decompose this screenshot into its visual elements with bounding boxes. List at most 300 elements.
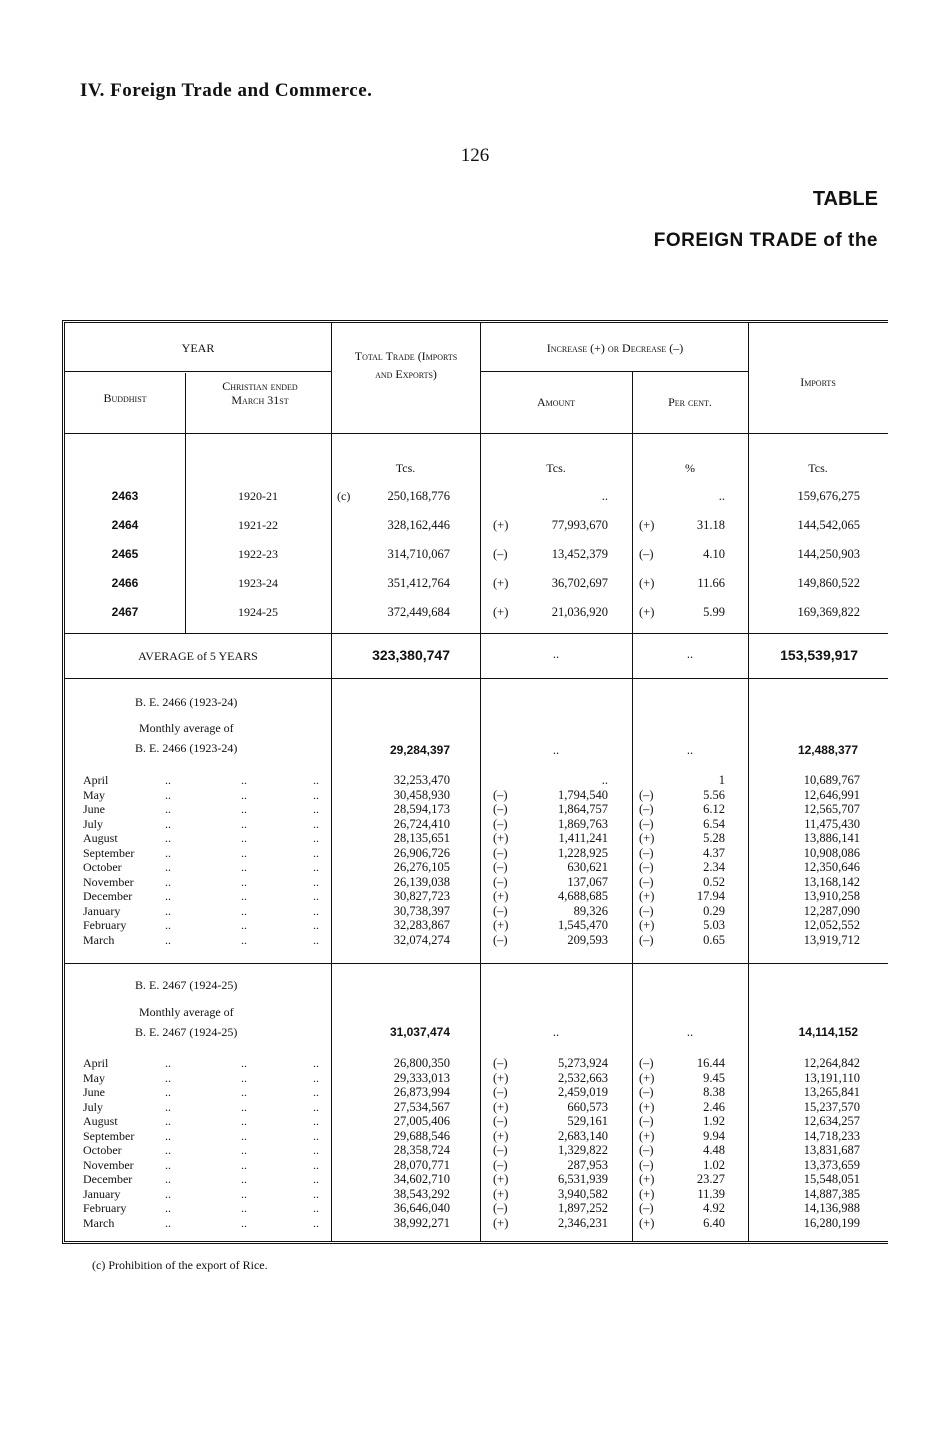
imports-value: 11,475,430 <box>804 816 860 831</box>
block1-avg-pct: .. <box>686 743 694 757</box>
pct-value: 11.66 <box>697 576 725 590</box>
leader-dots: .. <box>241 816 247 831</box>
footnote: (c) Prohibition of the export of Rice. <box>92 1258 268 1272</box>
leader-dots: .. <box>313 802 319 816</box>
amount-value: 1,897,252 <box>558 1201 608 1215</box>
leader-dots: .. <box>165 1070 171 1085</box>
amount-value: 137,067 <box>567 874 608 889</box>
amount-sign: (+) <box>493 889 509 903</box>
imports-value: 15,237,570 <box>803 1099 860 1114</box>
leader-dots: .. <box>165 787 171 802</box>
total-trade-value: 26,800,350 <box>393 1056 450 1070</box>
imports-value: 13,373,659 <box>803 1157 860 1172</box>
leader-dots: .. <box>313 1070 319 1085</box>
amount-value: 1,228,925 <box>558 845 608 860</box>
table-subtitle: FOREIGN TRADE of the <box>653 230 878 251</box>
leader-dots: .. <box>241 889 247 903</box>
pct-sign: (–) <box>639 845 654 860</box>
leader-dots: .. <box>165 1114 171 1128</box>
total-trade-value: 32,253,470 <box>393 773 450 787</box>
month-label: June <box>83 1085 105 1099</box>
amount-value: 5,273,924 <box>558 1056 608 1070</box>
leader-dots: .. <box>165 1172 171 1186</box>
imports-value: 144,250,903 <box>797 547 860 561</box>
pct-sign: (–) <box>639 802 654 816</box>
pct-sign: (–) <box>639 874 654 889</box>
section-title: IV. Foreign Trade and Commerce. <box>80 80 373 101</box>
block1-avg-imports: 12,488,377 <box>797 743 858 757</box>
amount-value: 2,532,663 <box>558 1070 608 1085</box>
amount-value: 2,683,140 <box>558 1128 608 1143</box>
block2-avg-imports: 14,114,152 <box>798 1025 858 1039</box>
imports-value: 14,887,385 <box>803 1186 860 1201</box>
pct-sign: (+) <box>639 1128 655 1143</box>
header-year: YEAR <box>181 341 215 355</box>
imports-value: 12,350,646 <box>803 860 860 874</box>
leader-dots: .. <box>313 787 319 802</box>
pct-value: 17.94 <box>696 889 725 903</box>
amount-sign: (+) <box>493 1128 509 1143</box>
header-imports: Imports <box>800 375 836 389</box>
amount-sign: (–) <box>493 816 508 831</box>
amount-value: 660,573 <box>567 1099 608 1114</box>
amount-value: 529,161 <box>567 1114 608 1128</box>
month-label: September <box>83 845 135 860</box>
pct-value: 8.38 <box>703 1085 725 1099</box>
imports-value: 13,910,258 <box>803 889 860 903</box>
total-trade-value: 28,358,724 <box>393 1143 450 1157</box>
amount-sign: (+) <box>493 1172 509 1186</box>
pct-value: 6.12 <box>703 802 725 816</box>
leader-dots: .. <box>241 1114 247 1128</box>
header-amount: Amount <box>537 395 575 409</box>
leader-dots: .. <box>241 1186 247 1201</box>
amount-value: 3,940,582 <box>558 1186 608 1201</box>
pct-value: 4.37 <box>703 845 725 860</box>
total-trade-value: 27,534,567 <box>393 1099 450 1114</box>
month-label: April <box>83 773 109 787</box>
leader-dots: .. <box>165 1186 171 1201</box>
leader-dots: .. <box>241 903 247 918</box>
unit-total: Tcs. <box>395 461 416 475</box>
pct-value: 11.39 <box>697 1186 725 1201</box>
pct-value: 4.48 <box>703 1143 725 1157</box>
imports-value: 14,718,233 <box>803 1128 860 1143</box>
leader-dots: .. <box>241 1070 247 1085</box>
unit-pct: % <box>685 461 695 475</box>
imports-value: 12,634,257 <box>803 1114 860 1128</box>
total-trade-value: 30,738,397 <box>393 903 450 918</box>
leader-dots: .. <box>241 932 247 947</box>
amount-sign: (+) <box>493 1099 509 1114</box>
total-trade-value: 29,688,546 <box>393 1128 450 1143</box>
month-label: January <box>83 1186 121 1201</box>
leader-dots: .. <box>241 1215 247 1230</box>
total-trade-value: 28,070,771 <box>393 1157 450 1172</box>
leader-dots: .. <box>165 1215 171 1230</box>
pct-value: 1.92 <box>703 1114 725 1128</box>
leader-dots: .. <box>241 845 247 860</box>
amount-sign: (+) <box>493 1215 509 1230</box>
total-trade-value: 26,139,038 <box>393 874 450 889</box>
trade-table <box>62 320 888 1244</box>
total-trade-value: 27,005,406 <box>393 1114 450 1128</box>
pct-sign: (–) <box>639 1201 654 1215</box>
total-trade-value: 38,543,292 <box>393 1186 450 1201</box>
imports-value: 13,919,712 <box>803 932 860 947</box>
block1-title: B. E. 2466 (1923-24) <box>135 695 238 709</box>
amount-value: 1,411,241 <box>558 831 608 845</box>
average-amount: .. <box>552 647 560 661</box>
month-label: May <box>83 787 105 802</box>
pct-sign: (–) <box>639 547 654 561</box>
leader-dots: .. <box>313 816 319 831</box>
month-label: March <box>83 932 115 947</box>
total-trade-value: 28,135,651 <box>393 831 450 845</box>
row-divider <box>65 678 888 679</box>
imports-value: 10,689,767 <box>803 773 860 787</box>
amount-sign: (–) <box>493 802 508 816</box>
pct-sign: (–) <box>639 1114 654 1128</box>
month-label: October <box>83 1143 122 1157</box>
pct-value: 5.99 <box>703 605 725 619</box>
leader-dots: .. <box>313 918 319 932</box>
leader-dots: .. <box>165 845 171 860</box>
amount-value: 4,688,685 <box>558 889 608 903</box>
buddhist-year: 2465 <box>111 547 139 561</box>
amount-sign: (–) <box>493 1056 508 1070</box>
leader-dots: .. <box>313 874 319 889</box>
imports-value: 12,565,707 <box>803 802 860 816</box>
leader-dots: .. <box>165 1099 171 1114</box>
amount-value: 6,531,939 <box>558 1172 608 1186</box>
leader-dots: .. <box>313 932 319 947</box>
amount-value: 1,864,757 <box>558 802 608 816</box>
pct-value: 2.34 <box>703 860 725 874</box>
table-label: TABLE <box>812 188 878 210</box>
pct-sign: (–) <box>639 860 654 874</box>
amount-value: 1,545,470 <box>558 918 608 932</box>
leader-dots: .. <box>313 773 319 787</box>
total-trade-value: 28,594,173 <box>393 802 450 816</box>
leader-dots: .. <box>241 1157 247 1172</box>
leader-dots: .. <box>241 802 247 816</box>
pct-value: 6.40 <box>703 1215 725 1230</box>
leader-dots: .. <box>165 860 171 874</box>
leader-dots: .. <box>241 773 247 787</box>
leader-dots: .. <box>313 845 319 860</box>
leader-dots: .. <box>165 816 171 831</box>
amount-value: 2,459,019 <box>558 1085 608 1099</box>
leader-dots: .. <box>165 874 171 889</box>
leader-dots: .. <box>313 1157 319 1172</box>
month-label: July <box>83 816 104 831</box>
month-label: February <box>83 1201 127 1215</box>
imports-value: 13,191,110 <box>804 1070 860 1085</box>
buddhist-year: 2464 <box>111 518 139 532</box>
pct-sign: (–) <box>639 1143 654 1157</box>
leader-dots: .. <box>165 802 171 816</box>
pct-value: 2.46 <box>703 1099 725 1114</box>
christian-year: 1924-25 <box>238 605 278 619</box>
pct-value: 6.54 <box>703 816 725 831</box>
leader-dots: .. <box>241 1099 247 1114</box>
leader-dots: .. <box>165 1201 171 1215</box>
pct-value: 4.10 <box>703 547 725 561</box>
month-label: September <box>83 1128 135 1143</box>
block2-avg-pct: .. <box>686 1025 694 1039</box>
leader-dots: .. <box>241 1143 247 1157</box>
amount-value: 21,036,920 <box>551 605 608 619</box>
pct-sign: (–) <box>639 1157 654 1172</box>
amount-value: 1,869,763 <box>558 816 608 831</box>
pct-sign: (+) <box>639 889 655 903</box>
amount-value: 89,326 <box>573 903 608 918</box>
month-label: November <box>83 1157 134 1172</box>
month-label: November <box>83 874 134 889</box>
amount-sign: (–) <box>493 874 508 889</box>
amount-sign: (–) <box>493 787 508 802</box>
pct-sign: (–) <box>639 816 654 831</box>
leader-dots: .. <box>241 831 247 845</box>
leader-dots: .. <box>165 1143 171 1157</box>
imports-value: 14,136,988 <box>803 1201 860 1215</box>
imports-value: 12,287,090 <box>803 903 860 918</box>
leader-dots: .. <box>313 860 319 874</box>
pct-sign: (–) <box>639 903 654 918</box>
pct-value: 4.92 <box>703 1201 725 1215</box>
leader-dots: .. <box>165 1085 171 1099</box>
leader-dots: .. <box>165 918 171 932</box>
total-trade-value: 32,074,274 <box>393 932 450 947</box>
amount-value: 287,953 <box>567 1157 608 1172</box>
amount-sign: (–) <box>493 845 508 860</box>
total-note: (c) <box>337 489 351 503</box>
imports-value: 10,908,086 <box>803 845 860 860</box>
month-label: March <box>83 1215 115 1230</box>
average-total: 323,380,747 <box>372 647 450 663</box>
pct-sign: (–) <box>639 1056 654 1070</box>
leader-dots: .. <box>165 1157 171 1172</box>
pct-sign: (+) <box>639 1099 655 1114</box>
amount-value: 209,593 <box>567 932 608 947</box>
block1-avg-label: B. E. 2466 (1923-24) <box>135 741 238 755</box>
amount-sign: (–) <box>493 547 508 561</box>
imports-value: 169,369,822 <box>797 605 860 619</box>
amount-sign: (–) <box>493 903 508 918</box>
buddhist-year: 2463 <box>111 489 139 503</box>
total-trade-value: 328,162,446 <box>387 518 450 532</box>
leader-dots: .. <box>241 918 247 932</box>
christian-year: 1920-21 <box>238 489 278 503</box>
leader-dots: .. <box>313 1215 319 1230</box>
month-label: August <box>83 831 118 845</box>
amount-sign: (–) <box>493 1157 508 1172</box>
amount-sign: (+) <box>493 1070 509 1085</box>
leader-dots: .. <box>313 1186 319 1201</box>
total-trade-value: 351,412,764 <box>387 576 450 590</box>
imports-value: 12,646,991 <box>803 787 860 802</box>
amount-sign: (–) <box>493 1114 508 1128</box>
total-trade-value: 26,873,994 <box>393 1085 450 1099</box>
block2-avg-label: B. E. 2467 (1924-25) <box>135 1025 238 1039</box>
buddhist-year: 2466 <box>111 576 139 590</box>
leader-dots: .. <box>313 1099 319 1114</box>
pct-sign: (+) <box>639 518 655 532</box>
leader-dots: .. <box>165 1056 171 1070</box>
total-trade-value: 38,992,271 <box>393 1215 450 1230</box>
average-imports: 153,539,917 <box>780 647 858 663</box>
leader-dots: .. <box>313 1172 319 1186</box>
leader-dots: .. <box>313 1128 319 1143</box>
pct-sign: (–) <box>639 932 654 947</box>
amount-sign: (+) <box>493 518 509 532</box>
row-divider <box>65 371 331 372</box>
christian-year: 1921-22 <box>238 518 278 532</box>
header-per-cent: Per cent. <box>668 395 712 409</box>
amount-value: .. <box>601 489 608 503</box>
amount-sign: (–) <box>493 1201 508 1215</box>
amount-sign: (–) <box>493 932 508 947</box>
month-label: December <box>83 1172 133 1186</box>
row-divider <box>65 633 888 634</box>
imports-value: 159,676,275 <box>797 489 860 503</box>
block2-title: B. E. 2467 (1924-25) <box>135 978 238 992</box>
amount-sign: (–) <box>493 860 508 874</box>
pct-value: 5.03 <box>703 918 725 932</box>
pct-value: 16.44 <box>696 1056 725 1070</box>
month-label: June <box>83 802 105 816</box>
total-trade-value: 30,458,930 <box>393 787 450 802</box>
amount-sign: (+) <box>493 831 509 845</box>
leader-dots: .. <box>313 903 319 918</box>
leader-dots: .. <box>165 889 171 903</box>
amount-sign: (+) <box>493 605 509 619</box>
christian-year: 1923-24 <box>238 576 278 590</box>
amount-sign: (+) <box>493 576 509 590</box>
amount-sign: (+) <box>493 1186 509 1201</box>
block1-avg-amount: .. <box>552 743 560 757</box>
amount-value: 77,993,670 <box>551 518 608 532</box>
unit-amount: Tcs. <box>546 461 566 475</box>
total-trade-value: 26,906,726 <box>393 845 450 860</box>
header-total-trade: Total Trade (Imports and Exports) <box>354 349 458 381</box>
page-number: 126 <box>460 145 490 166</box>
pct-value: 0.65 <box>703 932 725 947</box>
average-pct: .. <box>686 647 694 661</box>
leader-dots: .. <box>241 1056 247 1070</box>
imports-value: 13,265,841 <box>803 1085 860 1099</box>
total-trade-value: 32,283,867 <box>393 918 450 932</box>
row-divider <box>65 433 888 434</box>
row-divider <box>65 963 888 964</box>
leader-dots: .. <box>313 889 319 903</box>
month-label: January <box>83 903 121 918</box>
imports-value: 13,886,141 <box>803 831 860 845</box>
leader-dots: .. <box>241 1201 247 1215</box>
pct-sign: (+) <box>639 1215 655 1230</box>
leader-dots: .. <box>165 903 171 918</box>
pct-value: 0.29 <box>703 903 725 918</box>
total-trade-value: 29,333,013 <box>393 1070 450 1085</box>
leader-dots: .. <box>241 860 247 874</box>
row-divider <box>480 371 748 372</box>
total-trade-value: 36,646,040 <box>393 1201 450 1215</box>
pct-value: 9.94 <box>703 1128 725 1143</box>
pct-sign: (+) <box>639 918 655 932</box>
total-trade-value: 26,724,410 <box>393 816 450 831</box>
imports-value: 15,548,051 <box>803 1172 860 1186</box>
leader-dots: .. <box>313 1056 319 1070</box>
amount-value: 1,794,540 <box>558 787 608 802</box>
leader-dots: .. <box>313 1085 319 1099</box>
amount-value: 2,346,231 <box>558 1215 608 1230</box>
christian-year: 1922-23 <box>238 547 278 561</box>
imports-value: 149,860,522 <box>797 576 860 590</box>
leader-dots: .. <box>241 1085 247 1099</box>
month-label: December <box>83 889 133 903</box>
month-label: October <box>83 860 122 874</box>
average-label: AVERAGE of 5 YEARS <box>138 649 258 663</box>
amount-sign: (–) <box>493 1085 508 1099</box>
total-trade-value: 30,827,723 <box>393 889 450 903</box>
pct-value: 9.45 <box>703 1070 725 1085</box>
imports-value: 12,052,552 <box>803 918 860 932</box>
total-trade-value: 314,710,067 <box>387 547 450 561</box>
pct-sign: (+) <box>639 1070 655 1085</box>
leader-dots: .. <box>313 1114 319 1128</box>
amount-value: 1,329,822 <box>558 1143 608 1157</box>
pct-sign: (+) <box>639 605 655 619</box>
unit-imports: Tcs. <box>808 461 828 475</box>
leader-dots: .. <box>165 1128 171 1143</box>
pct-sign: (–) <box>639 1085 654 1099</box>
leader-dots: .. <box>241 1172 247 1186</box>
amount-sign: (–) <box>493 1143 508 1157</box>
total-trade-value: 34,602,710 <box>393 1172 450 1186</box>
block2-avg-amount: .. <box>552 1025 560 1039</box>
leader-dots: .. <box>241 874 247 889</box>
month-label: July <box>83 1099 104 1114</box>
pct-value: 5.28 <box>703 831 725 845</box>
block1-avg-label: Monthly average of <box>139 721 234 735</box>
leader-dots: .. <box>313 1143 319 1157</box>
leader-dots: .. <box>241 1128 247 1143</box>
pct-value: 0.52 <box>703 874 725 889</box>
pct-value: 5.56 <box>703 787 725 802</box>
header-christian: Christian ended March 31st <box>222 379 298 407</box>
header-buddhist: Buddhist <box>103 391 147 405</box>
amount-value: 13,452,379 <box>551 547 608 561</box>
leader-dots: .. <box>313 1201 319 1215</box>
block1-avg-total: 29,284,397 <box>389 743 450 757</box>
buddhist-year: 2467 <box>111 605 139 619</box>
pct-sign: (+) <box>639 1172 655 1186</box>
leader-dots: .. <box>165 932 171 947</box>
pct-value: 23.27 <box>696 1172 725 1186</box>
imports-value: 144,542,065 <box>797 518 860 532</box>
imports-value: 13,168,142 <box>803 874 860 889</box>
total-trade-value: 372,449,684 <box>387 605 450 619</box>
leader-dots: .. <box>165 831 171 845</box>
pct-value: 1 <box>718 773 725 787</box>
month-label: May <box>83 1070 105 1085</box>
month-label: August <box>83 1114 118 1128</box>
amount-value: 630,621 <box>567 860 608 874</box>
pct-value: .. <box>718 489 725 503</box>
total-trade-value: 250,168,776 <box>387 489 450 503</box>
amount-sign: (+) <box>493 918 509 932</box>
